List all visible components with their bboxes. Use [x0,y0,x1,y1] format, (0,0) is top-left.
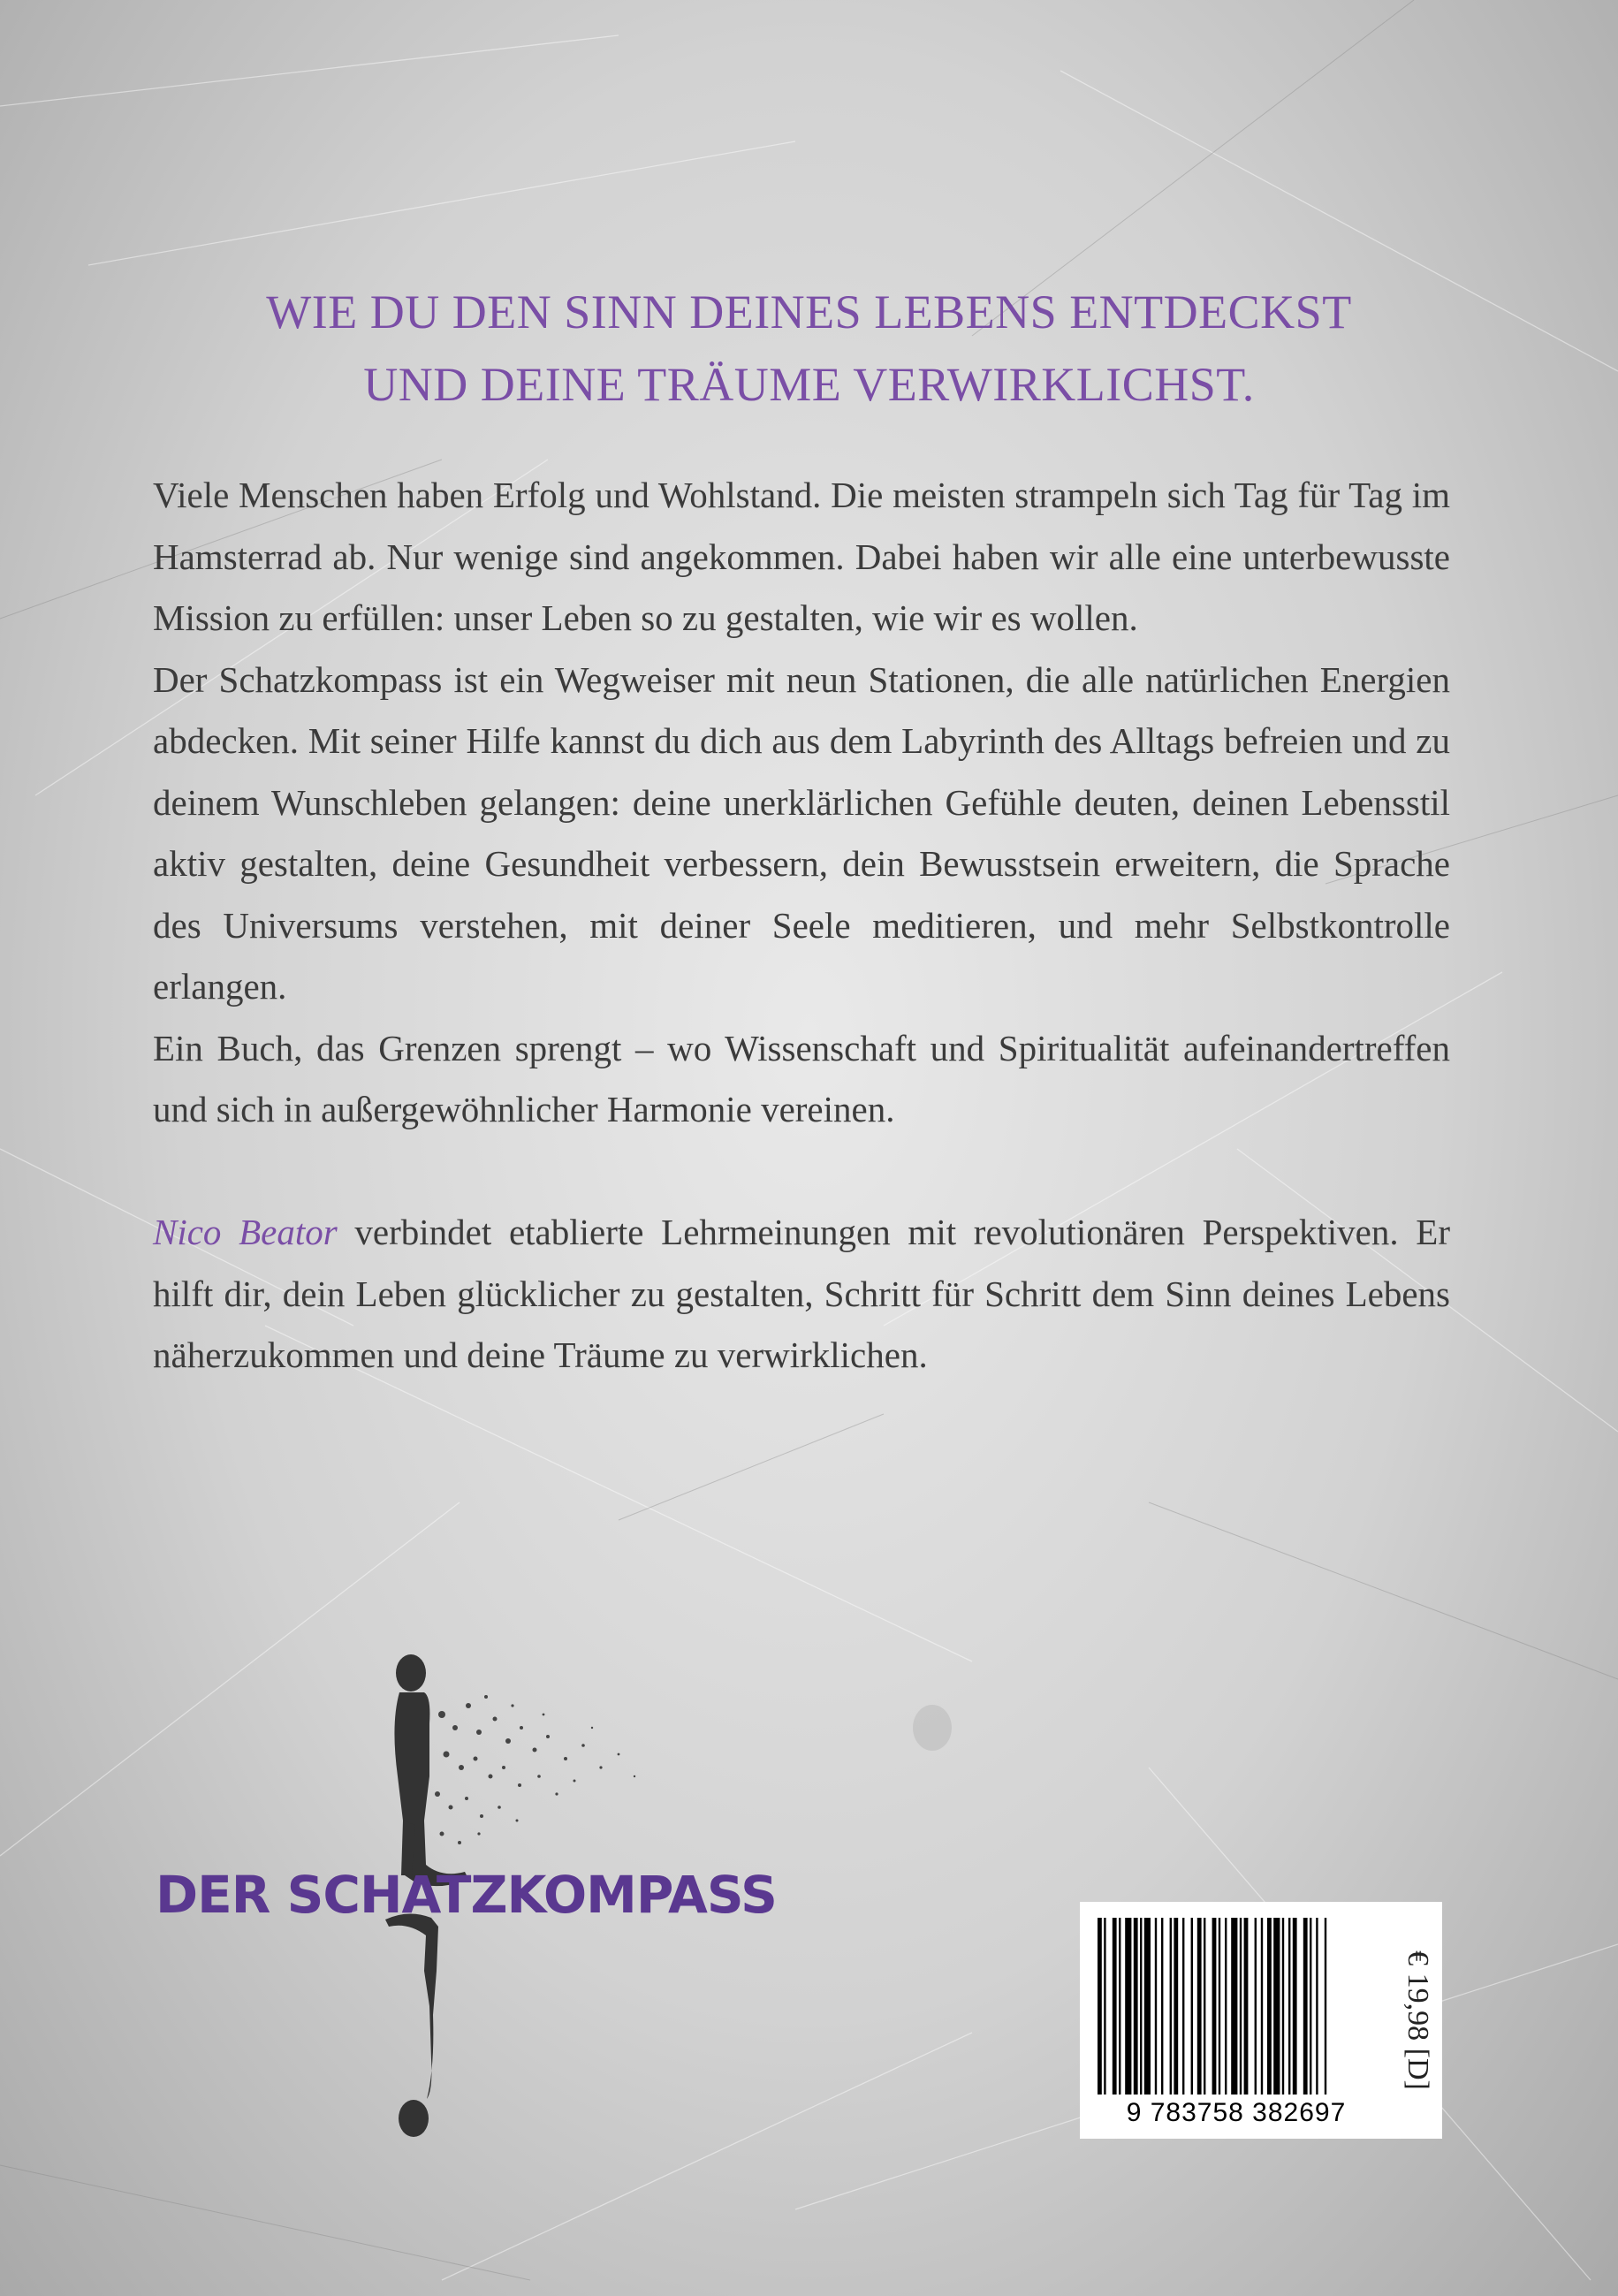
barcode-bar [1261,1918,1263,2095]
barcode-bar [1240,1918,1242,2095]
barcode-bar [1204,1918,1205,2095]
blurb-paragraph-3: Ein Buch, das Grenzen sprengt – wo Wissenschaft und Spiritualität aufeinandertreffen und sich in außergewöhnlicher Harmonie vereinen. [153,1027,1450,1129]
headline-line-1: WIE DU DEN SINN DEINES LEBENS ENTDECKST [266,285,1352,338]
barcode-bar [1144,1918,1151,2095]
barcode-bar [1273,1918,1280,2095]
author-paragraph [153,1202,1450,1387]
barcode-bar [1182,1918,1184,2095]
barcode-bar [1303,1918,1308,2095]
barcode-bar [1155,1918,1157,2095]
barcode-bar [1310,1918,1311,2095]
barcode-bar [1125,1918,1131,2095]
barcode-bar [1161,1918,1163,2095]
barcode-bar [1225,1918,1227,2095]
barcode-bar [1197,1918,1202,2095]
barcode-bar [1219,1918,1220,2095]
headline [106,276,1512,421]
paragraph-spacer [153,1141,1450,1203]
barcode-bars-icon [1098,1918,1375,2095]
barcode-bar [1316,1918,1318,2095]
barcode-bar [1212,1918,1217,2095]
barcode-bar [1267,1918,1272,2095]
barcode-bar [1293,1918,1297,2095]
barcode [1080,1902,1393,2139]
barcode-bar [1113,1918,1117,2095]
author-bio: verbindet etablierte Lehrmeinungen mit revolutionären Perspektiven. Er hilft dir, dein Leben glücklicher zu gestalten, Schritt für Schritt dem Sinn deines Lebens näherzukommen und deine Träume zu verwirklichen. [153,1212,1450,1375]
barcode-bar [1119,1918,1120,2095]
blurb-text [153,465,1450,1387]
barcode-bar [1255,1918,1257,2095]
isbn-digits: 9 783758 382697 [1126,2098,1347,2127]
barcode-bar [1191,1918,1193,2095]
barcode-bar [1282,1918,1284,2095]
headline-line-2: UND DEINE TRÄUME VERWIRKLICHST. [363,358,1255,411]
barcode-bar [1104,1918,1105,2095]
barcode-bar [1288,1918,1290,2095]
barcode-bar [1140,1918,1142,2095]
price-label: € 19,98 [D] [1402,1950,1434,2090]
barcode-bar [1170,1918,1172,2095]
barcode-bar [1174,1918,1178,2095]
blurb-paragraph-1: Viele Menschen haben Erfolg und Wohlstand. Die meisten strampeln sich Tag für Tag im Hamsterrad ab. Nur wenige sind angekommen. Dabei haben wir alle eine unterbewusste Mission zu erfüllen: unser Leben so zu gestalten, wie wir es wollen. [153,475,1450,638]
logo-title: DER SCHATZKOMPASS [156,1865,777,1925]
barcode-bar [1134,1918,1138,2095]
barcode-bar [1231,1918,1237,2095]
barcode-bar [1325,1918,1326,2095]
barcode-bar [1098,1918,1102,2095]
barcode-bar [1244,1918,1249,2095]
blurb-paragraph-2: Der Schatzkompass ist ein Wegweiser mit neun Stationen, die alle natürlichen Energien abdecken. Mit seiner Hilfe kannst du dich aus dem Labyrinth des Alltags befreien und zu deinem Wunschleben gelangen: deine unerklärlichen Gefühle deuten, deinen Lebensstil aktiv gestalten, deine Gesundheit verbessern, dein Bewusstsein erweitern, die Sprache des Universums verstehen, mit deiner Seele meditieren, und mehr Selbstkontrolle erlangen. [153,658,1450,1007]
author-name: Nico Beator [153,1212,338,1252]
